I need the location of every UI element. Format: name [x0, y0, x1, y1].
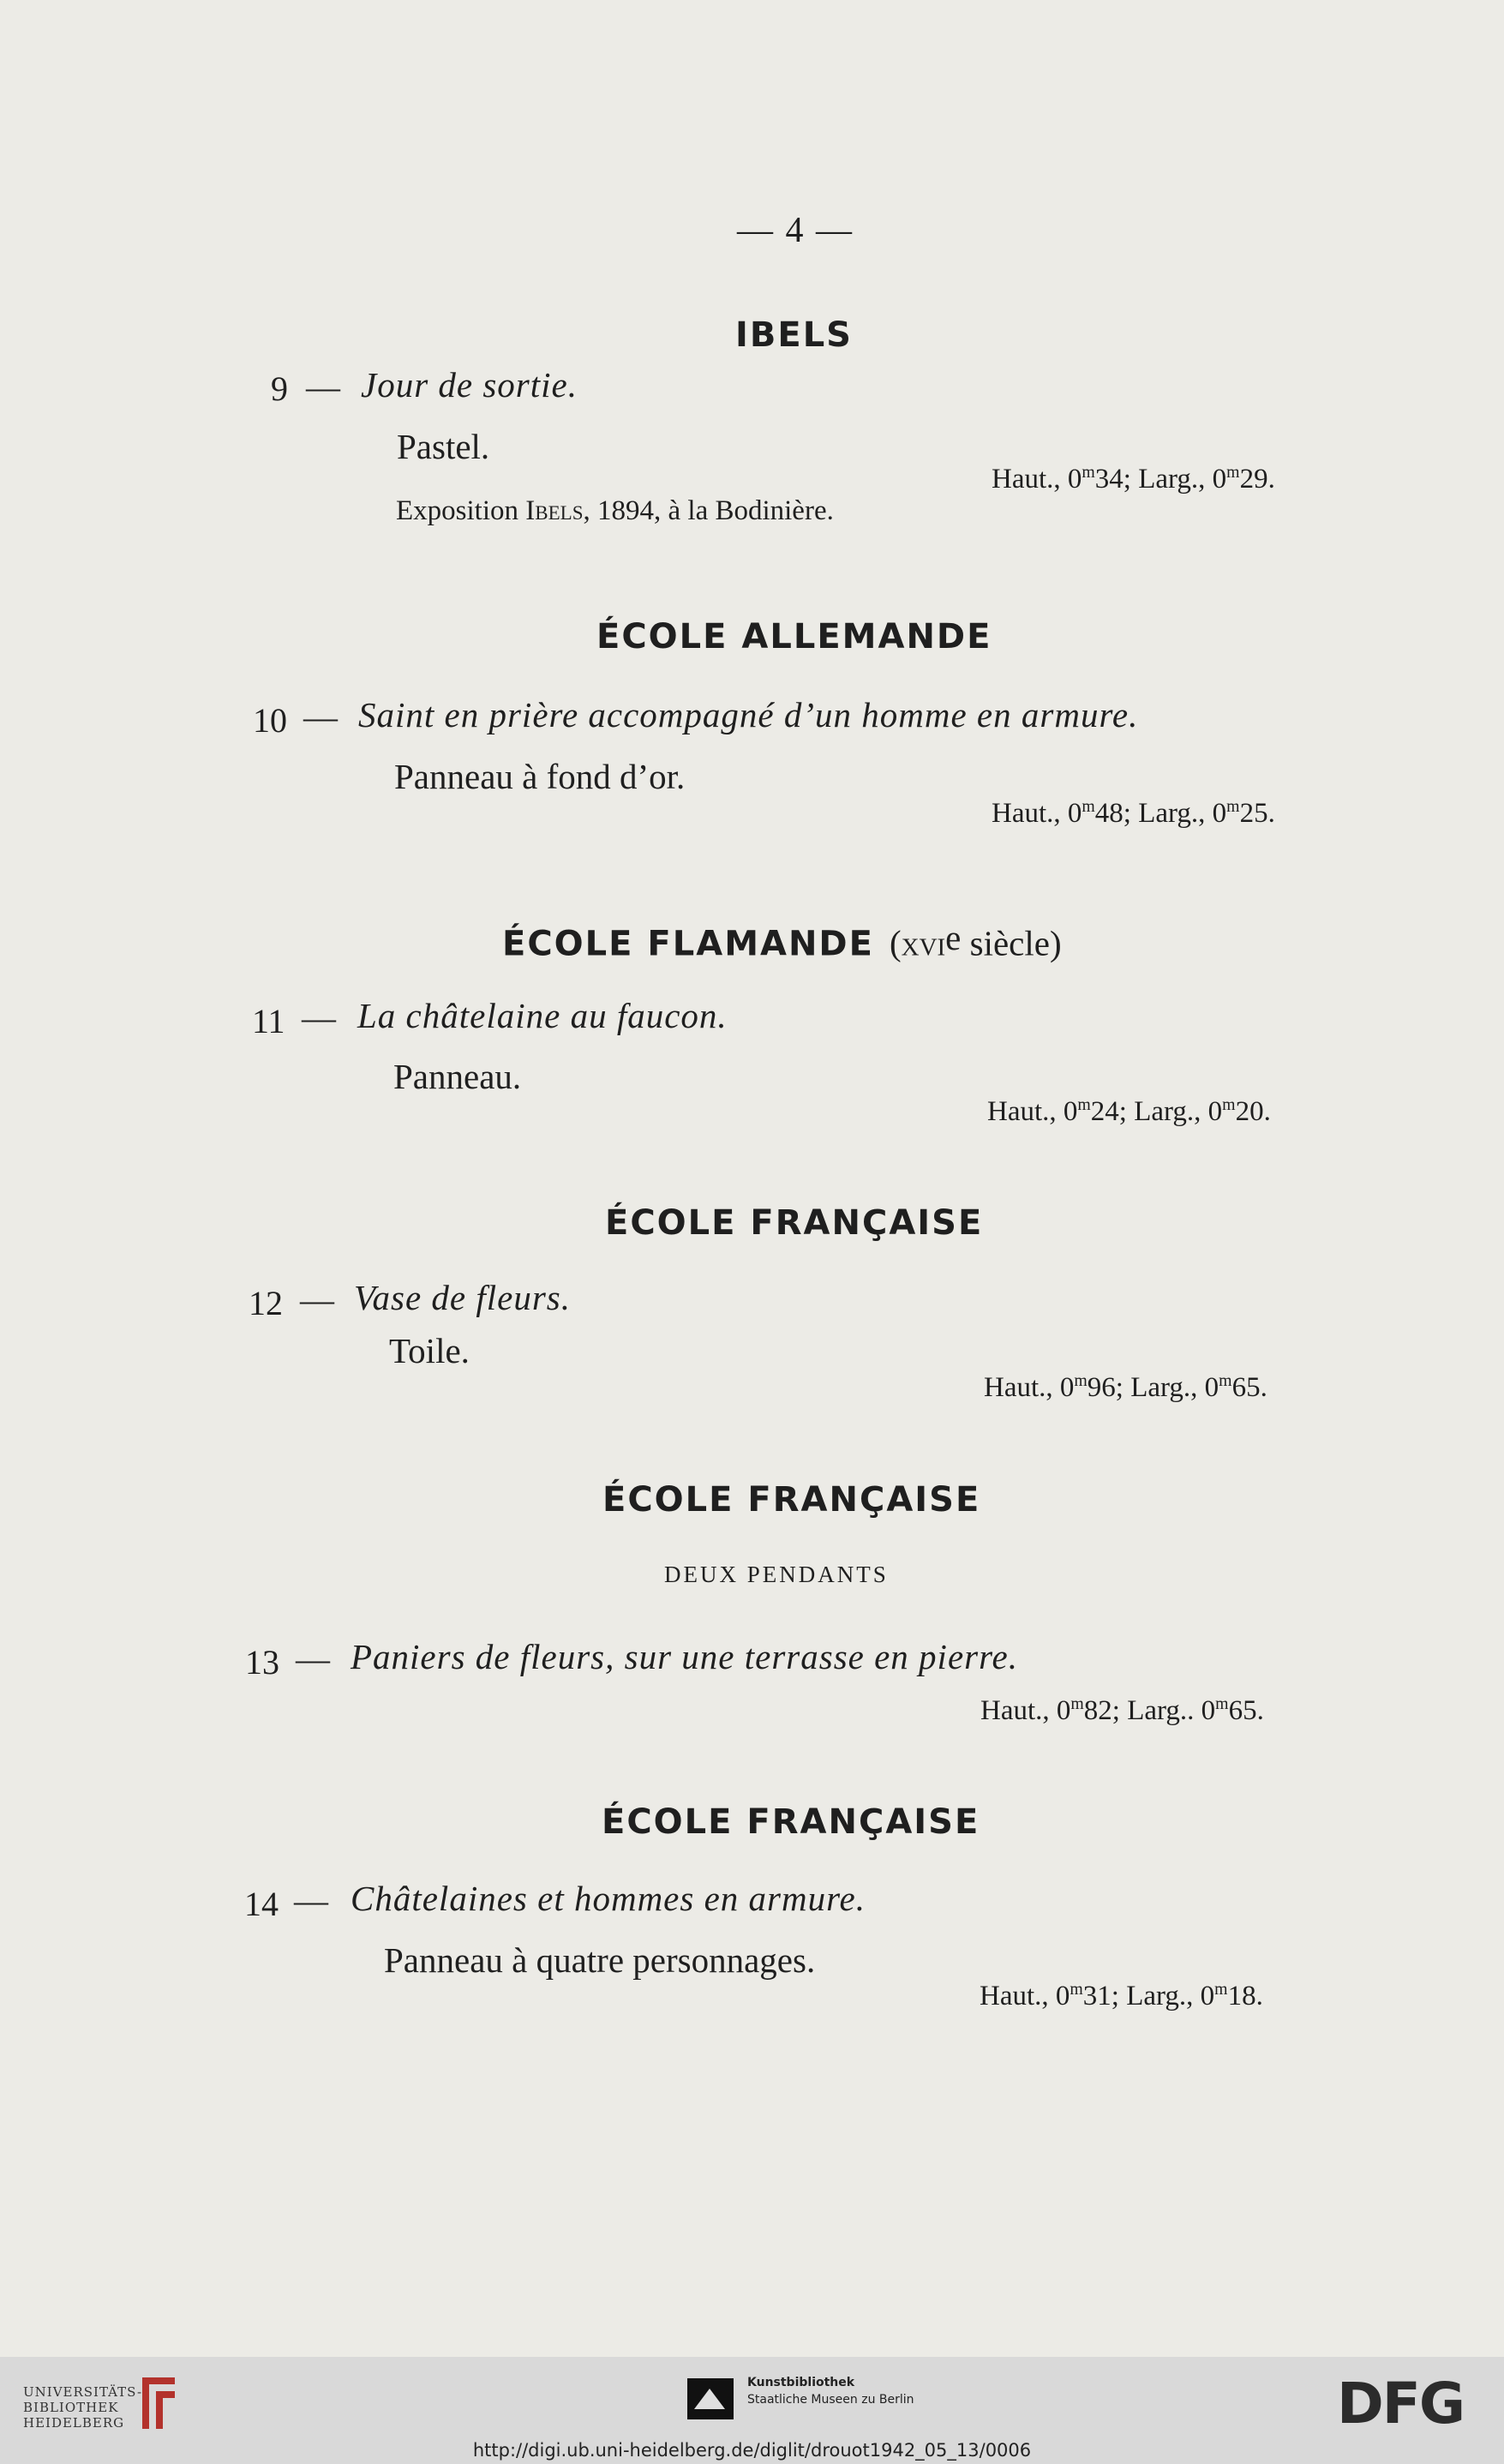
- entry-dash: —: [303, 698, 338, 736]
- entry-number: 12: [249, 1284, 283, 1322]
- entry-title: Jour de sortie.: [361, 365, 578, 405]
- entry-dimensions: Haut., 0$^m$31; Larg., 0$^m$18.: [980, 1980, 1263, 2011]
- entry-number: 13: [245, 1643, 279, 1682]
- entry-title: Paniers de fleurs, sur une terrasse en pierre.: [351, 1637, 1018, 1676]
- entry-medium: Pastel.: [397, 427, 490, 466]
- entry-medium: Panneau à quatre personnages.: [384, 1940, 816, 1980]
- entry-dimensions: Haut., 0$^m$34; Larg., 0$^m$29.: [992, 463, 1275, 495]
- entry-medium: Panneau.: [393, 1057, 522, 1096]
- university-logo-icon: [137, 2372, 180, 2438]
- section-heading-ecole-francaise: ÉCOLE FRANÇAISE: [605, 1203, 984, 1243]
- entry-number: 14: [244, 1885, 279, 1923]
- entry-title: Saint en prière accompagné d’un homme en armure.: [358, 695, 1139, 734]
- entry-title: Vase de fleurs.: [354, 1278, 571, 1317]
- entry-title: Châtelaines et hommes en armure.: [351, 1879, 866, 1918]
- section-heading-ibels: IBELS: [735, 315, 853, 355]
- entry-dimensions: Haut., 0$^m$96; Larg., 0$^m$65.: [984, 1371, 1267, 1403]
- university-library-name: UNIVERSITÄTS- BIBLIOTHEK HEIDELBERG: [23, 2384, 143, 2431]
- entry-medium: Toile.: [389, 1331, 470, 1370]
- entry-dash: —: [302, 998, 336, 1037]
- entry-dash: —: [306, 368, 340, 406]
- kunstbibliothek-label: Kunstbibliothek Staatliche Museen zu Berlin: [747, 2376, 914, 2407]
- dfg-logo: DFG: [1337, 2371, 1465, 2437]
- section-subheading: DEUX PENDANTS: [664, 1562, 889, 1587]
- kunstbibliothek-logo-icon: [686, 2377, 735, 2425]
- entry-number: 9: [271, 369, 288, 408]
- entry-dimensions: Haut., 0$^m$82; Larg.. 0$^m$65.: [980, 1694, 1264, 1726]
- entry-medium: Panneau à fond d’or.: [394, 757, 686, 796]
- entry-exhibition-note: Exposition Ibels, 1894, à la Bodinière.: [396, 495, 834, 526]
- entry-number: 11: [252, 1002, 285, 1040]
- entry-title: La châtelaine au faucon.: [357, 996, 728, 1035]
- section-heading-ecole-francaise: ÉCOLE FRANÇAISE: [602, 1480, 981, 1520]
- entry-number: 10: [253, 701, 287, 740]
- entry-dash: —: [300, 1280, 334, 1319]
- section-heading-ecole-allemande: ÉCOLE ALLEMANDE: [596, 617, 992, 656]
- page-number: — 4 —: [737, 211, 854, 250]
- entry-dash: —: [296, 1640, 330, 1678]
- section-heading-ecole-francaise: ÉCOLE FRANÇAISE: [602, 1802, 980, 1842]
- entry-dimensions: Haut., 0$^m$48; Larg., 0$^m$25.: [992, 797, 1275, 829]
- entry-dash: —: [294, 1881, 328, 1920]
- section-heading-ecole-flamande: ÉCOLE FLAMANDE (xvi$^e$ siècle): [502, 918, 1062, 964]
- source-url-link[interactable]: http://digi.ub.uni-heidelberg.de/diglit/drouot1942_05_13/0006: [472, 2440, 1032, 2461]
- entry-dimensions: Haut., 0$^m$24; Larg., 0$^m$20.: [987, 1095, 1271, 1127]
